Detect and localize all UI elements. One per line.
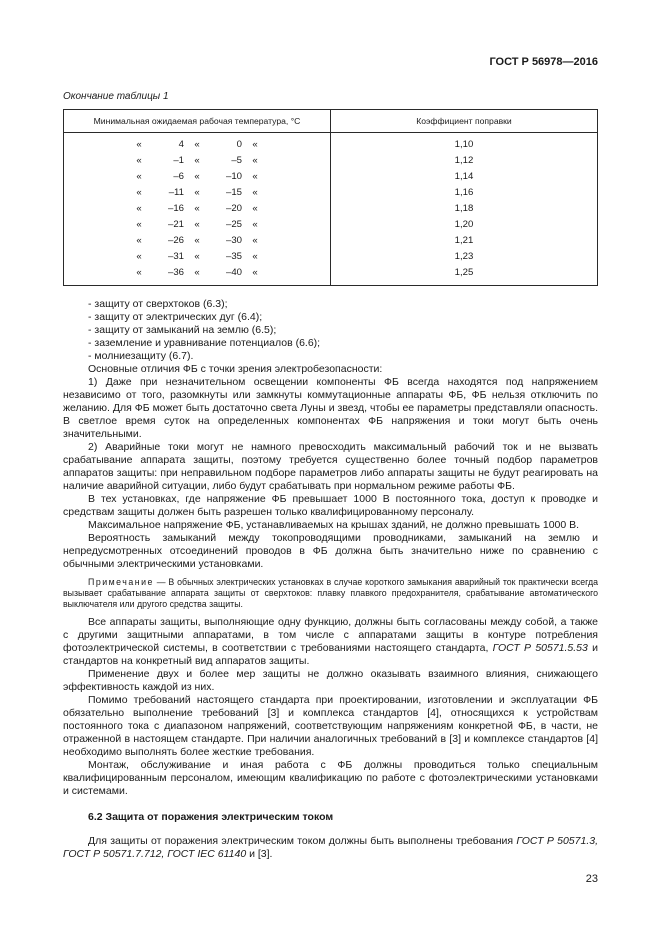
paragraph-item-1: 1) Даже при незначительном освещении компоненты ФБ всегда находятся под напряжением независимо от того, разомкнуты или замкнуты коммутационные аппараты ФБ, ФБ нельзя отключить по желанию. Для ФБ может быть достаточно света Луны и звезд, чтобы ее параметры представляли опасность. В светлое время суток на определенных компонентах ФБ напряжения и токи могут быть очень значительными. <box>63 376 598 440</box>
gost-reference: ГОСТ Р 50571.5.53 <box>492 642 588 654</box>
paragraph-additional-requirements: Помимо требований настоящего стандарта при проектировании, изготовлении и эксплуатации ФБ обязательно выполнение требований [3] и комплекса стандартов [4], относящихся к устройствам постоянного тока с диапазоном напряжений, соответствующим напряжениям конкретной ФБ, в части, не отраженной в настоящем стандарте. При наличии аналогичных требований в [3] и комплексе стандартов [4] необходимо выполнять более жесткие требования. <box>63 694 598 758</box>
coefficient-cell: 1,20 <box>454 219 474 230</box>
table-row <box>64 233 598 249</box>
paragraph-item-2: 2) Аварийные токи могут не намного превосходить максимальный рабочий ток и не вызвать срабатывание аппарата защиты, поэтому требуется существенно более точный подбор параметров аппаратов защиты: при неправильном подборе параметров либо аппараты защиты не будут реагировать на наличие аварийной ситуации, либо будут срабатывать при нормальном режиме работы ФБ. <box>63 441 598 492</box>
bullet-item: - защиту от сверхтоков (6.3); <box>88 298 228 310</box>
bullet-item: - защиту от электрических дуг (6.4); <box>88 311 263 323</box>
paragraph-max-voltage: Максимальное напряжение ФБ, устанавливаемых на крышах зданий, не должно превышать 1000 В. <box>88 519 580 531</box>
table-row <box>64 133 598 154</box>
temperature-range-cell: « –1 « –5 « <box>64 153 331 169</box>
paragraph-access: В тех установках, где напряжение ФБ превышает 1000 В постоянного тока, доступ к проводке и средствам защиты должен быть разрешен только квалифицированному персоналу. <box>63 493 598 518</box>
bullet-item: - заземление и уравнивание потенциалов (6.6); <box>88 337 321 349</box>
bullet-item: - защиту от замыканий на землю (6.5); <box>88 324 277 336</box>
paragraph-final <box>63 835 598 861</box>
table-row <box>64 153 598 169</box>
section-heading-6-2: 6.2 Защита от поражения электрическим током <box>88 811 334 823</box>
table-row <box>64 185 598 201</box>
table-row <box>64 201 598 217</box>
coefficient-cell: 1,10 <box>454 139 474 150</box>
coefficient-cell: 1,23 <box>454 251 474 262</box>
coefficient-cell: 1,25 <box>454 267 474 278</box>
paragraph-intro: Основные отличия ФБ с точки зрения электробезопасности: <box>88 363 383 375</box>
note-text: — В обычных электрических установках в случае короткого замыкания аварийный ток практически всегда вызывает срабатывание аппарата защиты от сверхтоков: плавку плавкого предохранителя, срабатывание автоматического выключателя или другого средства защиты. <box>63 577 598 609</box>
paragraph-coordination <box>63 616 598 668</box>
table-row <box>64 265 598 286</box>
paragraph-text: Для защиты от поражения электрическим током должны быть выполнены требования <box>88 835 517 847</box>
note-block <box>63 577 598 610</box>
gost-reference: ГОСТ Р 50571.3, ГОСТ Р 50571.7.712, ГОСТ IEC 61140 <box>63 835 598 860</box>
temperature-range-cell: « 4 « 0 « <box>64 133 331 154</box>
paragraph-probability: Вероятность замыканий между токопроводящими проводниками, замыканий на землю и непредусмотренных отсоединений проводов в ФБ должна быть значительно ниже по сравнению с обычными электрическими установками. <box>63 532 598 570</box>
table-row <box>64 249 598 265</box>
temperature-range-cell: « –6 « –10 « <box>64 169 331 185</box>
bullet-item: - молниезащиту (6.7). <box>88 350 194 362</box>
doc-number: ГОСТ Р 56978—2016 <box>489 56 598 68</box>
temperature-range-cell: « –16 « –20 « <box>64 201 331 217</box>
paragraph-text: Все аппараты защиты, выполняющие одну функцию, должны быть согласованы между собой, а также с другими защитными аппаратами, в том числе с аппаратами защиты в контуре потребления фотоэлектрической системы, в соответствии с требованиями настоящего стандарта, <box>63 616 598 654</box>
table-header-row <box>64 110 598 133</box>
body-text <box>63 298 598 861</box>
temperature-range-cell: « –31 « –35 « <box>64 249 331 265</box>
page-number: 23 <box>585 873 598 885</box>
paragraph-text: и стандартов на конкретный вид аппаратов защиты. <box>63 642 598 667</box>
correction-coefficient-table <box>63 109 598 286</box>
paragraph-text: и [3]. <box>246 848 273 860</box>
paragraph-montage: Монтаж, обслуживание и иная работа с ФБ должны проводиться только специальным квалифицированным персоналом, имеющим квалификацию по работе с фотоэлектрическими установками и системами. <box>63 759 598 797</box>
note-label: Примечание <box>88 577 154 587</box>
table-caption: Окончание таблицы 1 <box>63 91 169 102</box>
coefficient-column-header: Коэффициент поправки <box>331 110 598 133</box>
temperature-range-cell: « –11 « –15 « <box>64 185 331 201</box>
paragraph-two-measures: Применение двух и более мер защиты не должно оказывать взаимного влияния, снижающего эффективность каждой из них. <box>63 668 598 693</box>
temperature-range-cell: « –36 « –40 « <box>64 265 331 286</box>
temperature-column-header: Минимальная ожидаемая рабочая температура, °С <box>64 110 331 133</box>
table-row <box>64 169 598 185</box>
coefficient-cell: 1,18 <box>454 203 474 214</box>
coefficient-cell: 1,16 <box>454 187 474 198</box>
page-content <box>63 56 598 861</box>
coefficient-cell: 1,12 <box>454 155 474 166</box>
coefficient-cell: 1,14 <box>454 171 474 182</box>
temperature-range-cell: « –26 « –30 « <box>64 233 331 249</box>
coefficient-cell: 1,21 <box>454 235 474 246</box>
table-row <box>64 217 598 233</box>
temperature-range-cell: « –21 « –25 « <box>64 217 331 233</box>
